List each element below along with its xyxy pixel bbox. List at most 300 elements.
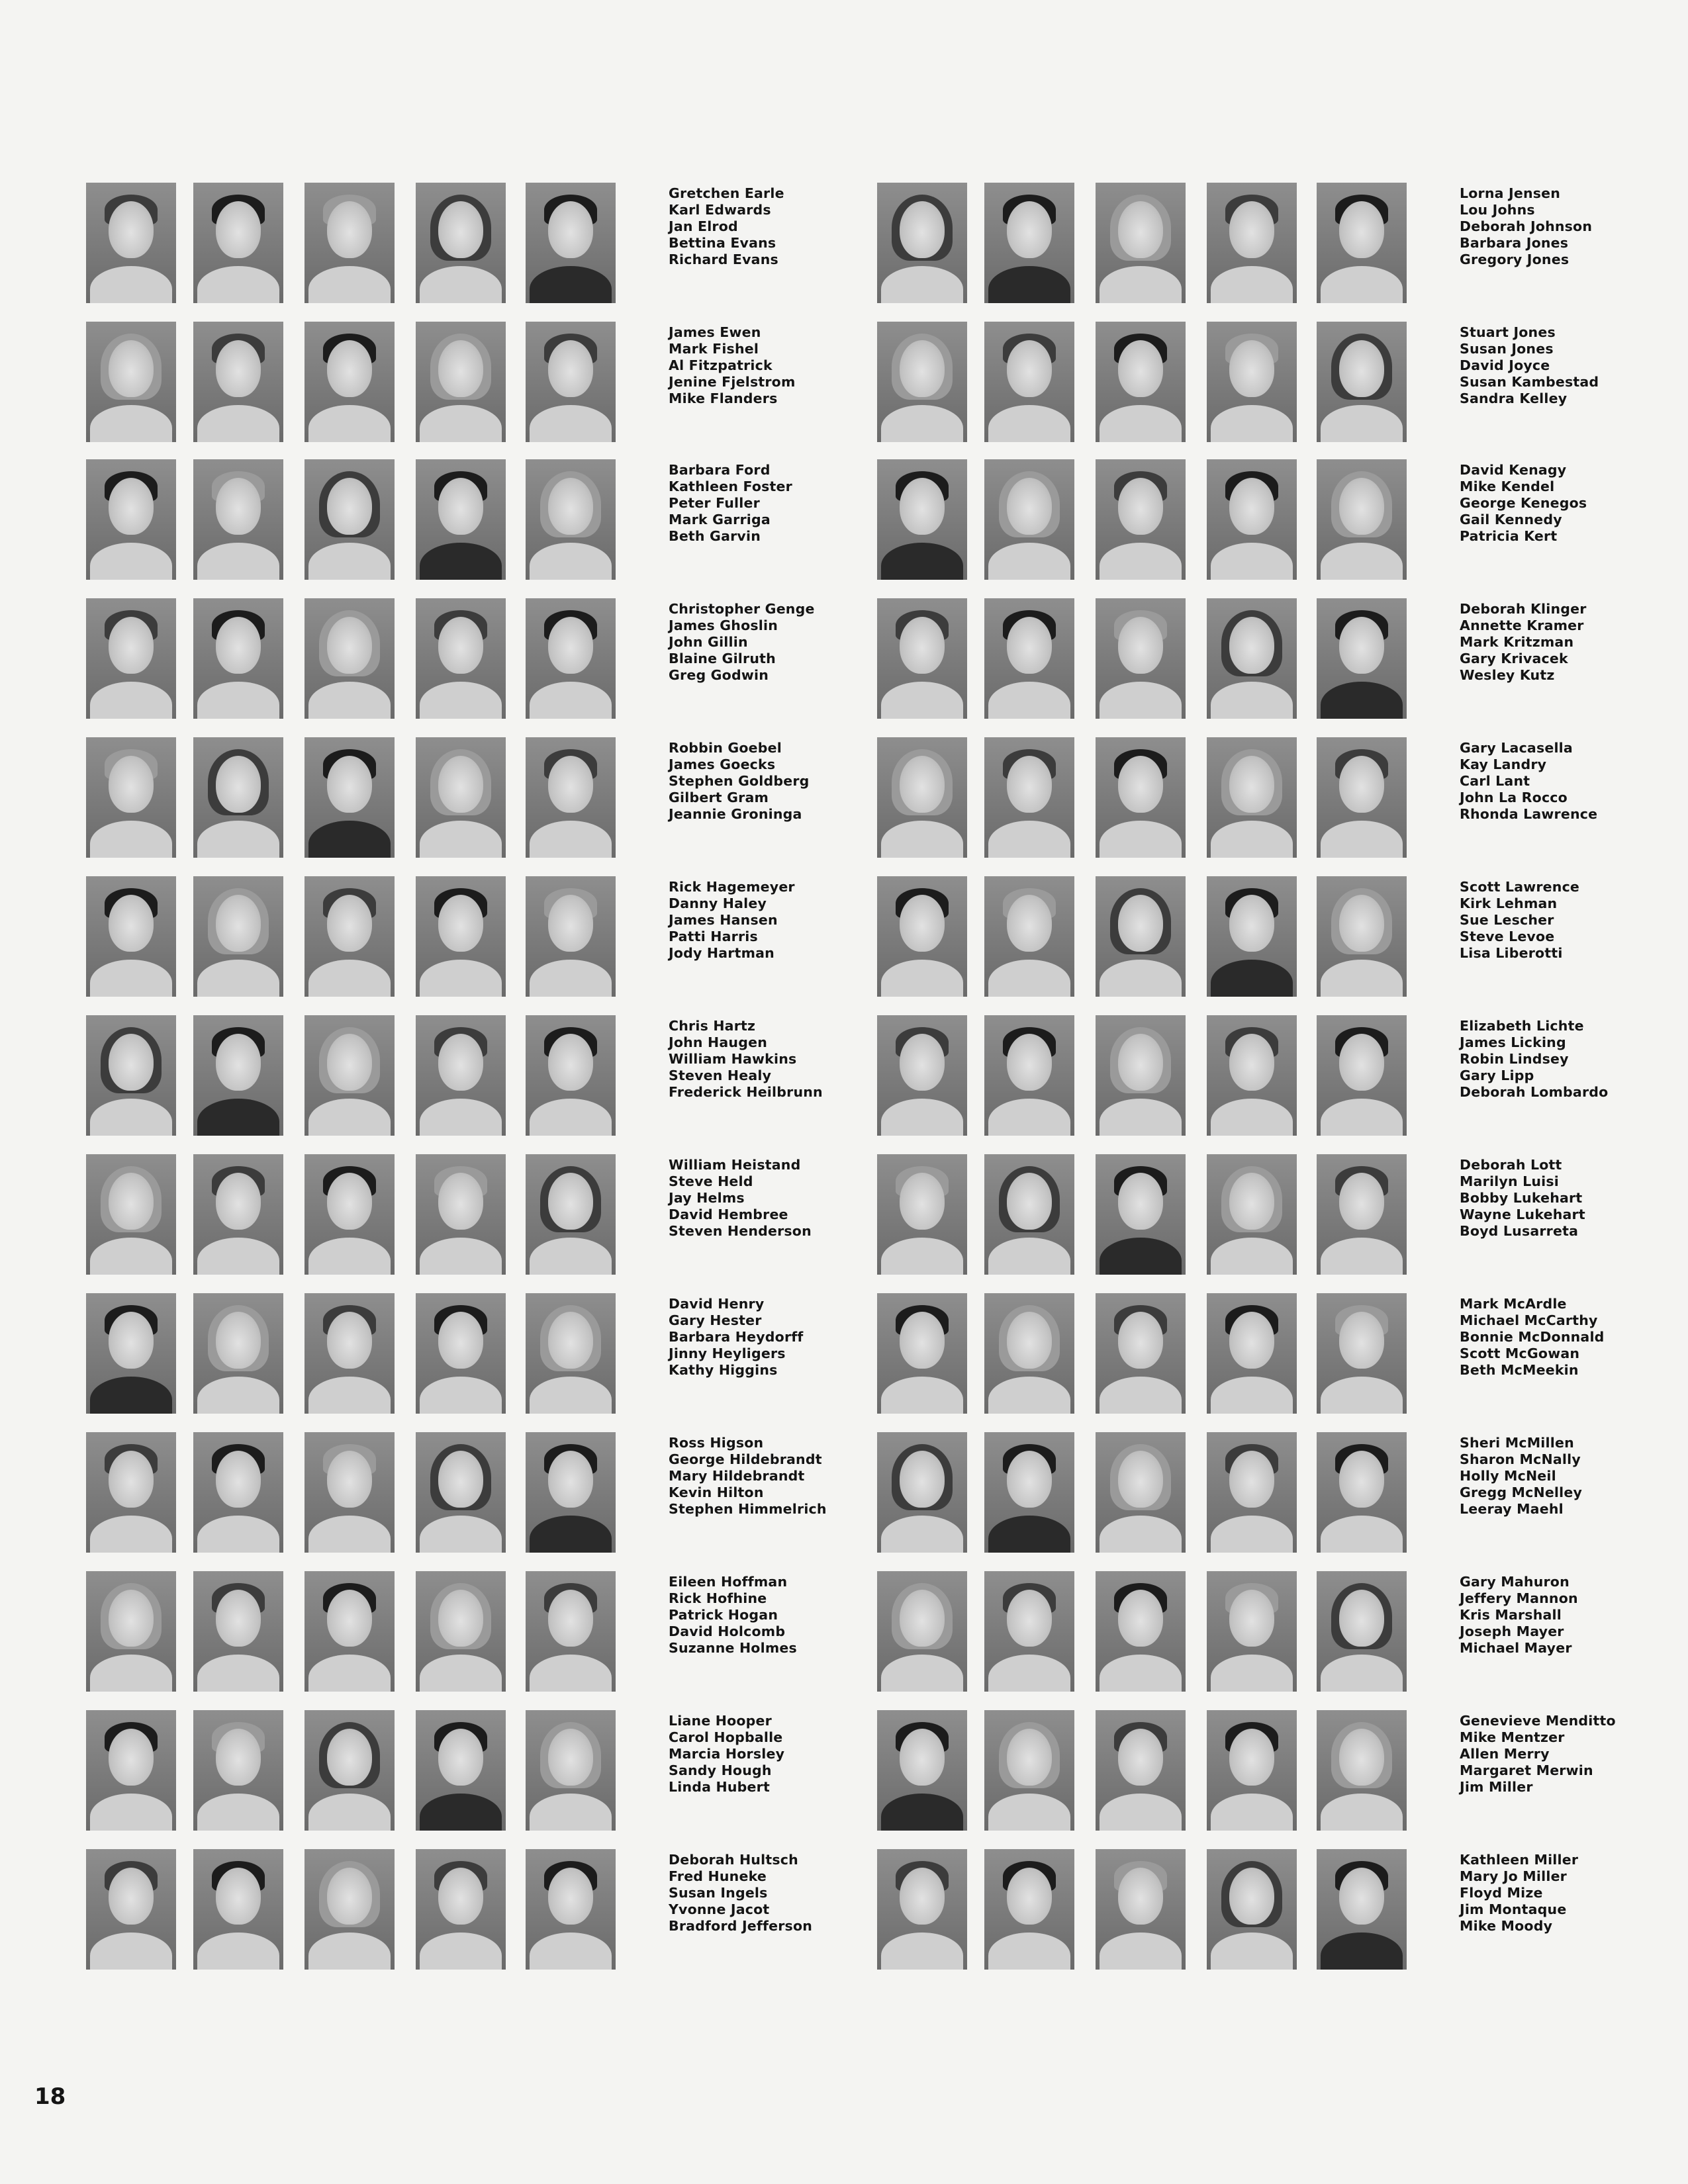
student-portrait bbox=[305, 322, 395, 442]
student-portrait bbox=[984, 183, 1074, 303]
student-name: Mark Fishel bbox=[669, 341, 759, 357]
student-name: Bonnie McDonnald bbox=[1460, 1329, 1605, 1345]
student-name: Chris Hartz bbox=[669, 1018, 756, 1034]
student-portrait bbox=[984, 1849, 1074, 1970]
student-portrait bbox=[1096, 1849, 1186, 1970]
student-portrait bbox=[526, 1154, 616, 1275]
student-name: Jinny Heyligers bbox=[669, 1345, 786, 1361]
student-portrait bbox=[1317, 876, 1407, 997]
name-list bbox=[1460, 879, 1658, 962]
student-portrait bbox=[1096, 1571, 1186, 1692]
student-name: John Gillin bbox=[669, 634, 748, 650]
name-list bbox=[669, 185, 867, 268]
student-portrait bbox=[984, 737, 1074, 858]
student-name: Kathleen Foster bbox=[669, 478, 792, 494]
student-name: Scott McGowan bbox=[1460, 1345, 1580, 1361]
student-name: Deborah Lott bbox=[1460, 1157, 1562, 1173]
student-name: Annette Kramer bbox=[1460, 617, 1584, 633]
student-portrait bbox=[984, 1015, 1074, 1136]
student-portrait bbox=[1317, 1710, 1407, 1831]
student-name: Sue Lescher bbox=[1460, 912, 1554, 928]
student-portrait bbox=[1207, 1293, 1297, 1414]
student-portrait bbox=[526, 1015, 616, 1136]
student-portrait bbox=[305, 1293, 395, 1414]
student-name: William Heistand bbox=[669, 1157, 801, 1173]
student-name: Margaret Merwin bbox=[1460, 1762, 1593, 1778]
right-row bbox=[877, 322, 1638, 447]
student-portrait bbox=[984, 876, 1074, 997]
student-portrait bbox=[86, 183, 176, 303]
student-portrait bbox=[1096, 1154, 1186, 1275]
student-portrait bbox=[984, 1710, 1074, 1831]
student-portrait bbox=[86, 1849, 176, 1970]
student-name: Kirk Lehman bbox=[1460, 895, 1558, 911]
student-name: Jim Montaque bbox=[1460, 1901, 1567, 1917]
student-name: Joseph Mayer bbox=[1460, 1623, 1564, 1639]
student-portrait bbox=[1317, 1154, 1407, 1275]
student-name: James Ghoslin bbox=[669, 617, 778, 633]
student-name: Jody Hartman bbox=[669, 945, 774, 961]
student-name: James Licking bbox=[1460, 1034, 1566, 1050]
student-name: David Henry bbox=[669, 1296, 765, 1312]
student-portrait bbox=[86, 1571, 176, 1692]
right-row bbox=[877, 1432, 1638, 1558]
student-name: Rick Hofhine bbox=[669, 1590, 767, 1606]
student-name: Sandra Kelley bbox=[1460, 390, 1568, 406]
student-name: David Joyce bbox=[1460, 357, 1550, 373]
right-row bbox=[877, 598, 1638, 724]
student-portrait bbox=[305, 1710, 395, 1831]
student-name: Leeray Maehl bbox=[1460, 1501, 1564, 1517]
student-portrait bbox=[1207, 1710, 1297, 1831]
student-name: Lorna Jensen bbox=[1460, 185, 1561, 201]
student-portrait bbox=[1096, 598, 1186, 719]
name-list bbox=[1460, 740, 1658, 823]
student-portrait bbox=[1317, 1849, 1407, 1970]
left-row bbox=[86, 183, 847, 308]
student-name: Gary Hester bbox=[669, 1312, 762, 1328]
student-portrait bbox=[526, 737, 616, 858]
student-portrait bbox=[877, 1849, 967, 1970]
student-name: Marcia Horsley bbox=[669, 1746, 785, 1762]
student-portrait bbox=[193, 598, 283, 719]
name-list bbox=[669, 1018, 867, 1101]
student-portrait bbox=[1317, 459, 1407, 580]
student-name: Gretchen Earle bbox=[669, 185, 784, 201]
student-name: Yvonne Jacot bbox=[669, 1901, 770, 1917]
student-portrait bbox=[193, 1710, 283, 1831]
student-name: Wesley Kutz bbox=[1460, 667, 1555, 683]
student-name: Jeannie Groninga bbox=[669, 806, 802, 822]
student-portrait bbox=[1207, 876, 1297, 997]
student-name: Wayne Lukehart bbox=[1460, 1206, 1585, 1222]
student-name: Gregory Jones bbox=[1460, 251, 1570, 267]
name-list bbox=[1460, 1574, 1658, 1657]
student-name: Rick Hagemeyer bbox=[669, 879, 795, 895]
student-portrait bbox=[526, 322, 616, 442]
student-name: Eileen Hoffman bbox=[669, 1574, 788, 1590]
name-list bbox=[669, 462, 867, 545]
name-list bbox=[1460, 1296, 1658, 1379]
student-portrait bbox=[86, 1293, 176, 1414]
student-name: Gary Mahuron bbox=[1460, 1574, 1570, 1590]
student-portrait bbox=[1207, 1571, 1297, 1692]
name-list bbox=[669, 1852, 867, 1934]
student-portrait bbox=[416, 322, 506, 442]
name-list bbox=[669, 1574, 867, 1657]
student-portrait bbox=[1096, 1432, 1186, 1553]
student-name: Richard Evans bbox=[669, 251, 778, 267]
student-portrait bbox=[193, 459, 283, 580]
student-name: Ross Higson bbox=[669, 1435, 764, 1451]
student-name: Mark McArdle bbox=[1460, 1296, 1567, 1312]
student-name: David Kenagy bbox=[1460, 462, 1567, 478]
student-name: James Hansen bbox=[669, 912, 778, 928]
student-name: Lisa Liberotti bbox=[1460, 945, 1563, 961]
right-row bbox=[877, 1849, 1638, 1975]
student-name: Barbara Ford bbox=[669, 462, 771, 478]
left-row bbox=[86, 598, 847, 724]
student-portrait bbox=[1207, 737, 1297, 858]
student-name: Michael Mayer bbox=[1460, 1640, 1572, 1656]
student-name: Patrick Hogan bbox=[669, 1607, 778, 1623]
right-row bbox=[877, 183, 1638, 308]
right-row bbox=[877, 1293, 1638, 1419]
student-name: Susan Ingels bbox=[669, 1885, 768, 1901]
student-portrait bbox=[416, 737, 506, 858]
student-name: Sheri McMillen bbox=[1460, 1435, 1574, 1451]
right-row bbox=[877, 1015, 1638, 1141]
student-name: Elizabeth Lichte bbox=[1460, 1018, 1584, 1034]
student-name: Sandy Hough bbox=[669, 1762, 772, 1778]
student-portrait bbox=[416, 1432, 506, 1553]
student-name: Mark Kritzman bbox=[1460, 634, 1574, 650]
name-list bbox=[1460, 1713, 1658, 1796]
student-portrait bbox=[305, 1015, 395, 1136]
student-portrait bbox=[1096, 737, 1186, 858]
student-portrait bbox=[416, 1293, 506, 1414]
student-name: Beth Garvin bbox=[669, 528, 761, 544]
student-portrait bbox=[1207, 459, 1297, 580]
student-portrait bbox=[86, 1015, 176, 1136]
name-list bbox=[669, 740, 867, 823]
student-portrait bbox=[86, 598, 176, 719]
student-name: Steven Healy bbox=[669, 1068, 772, 1083]
student-portrait bbox=[305, 1432, 395, 1553]
student-name: Robbin Goebel bbox=[669, 740, 782, 756]
student-portrait bbox=[984, 322, 1074, 442]
student-name: Mike Flanders bbox=[669, 390, 778, 406]
student-name: Deborah Lombardo bbox=[1460, 1084, 1609, 1100]
student-portrait bbox=[877, 1432, 967, 1553]
student-name: Genevieve Menditto bbox=[1460, 1713, 1616, 1729]
left-row bbox=[86, 737, 847, 863]
student-portrait bbox=[416, 1571, 506, 1692]
student-portrait bbox=[86, 1154, 176, 1275]
student-name: Steve Held bbox=[669, 1173, 753, 1189]
student-name: Gregg McNelley bbox=[1460, 1484, 1583, 1500]
student-name: Stephen Himmelrich bbox=[669, 1501, 827, 1517]
student-name: Deborah Johnson bbox=[1460, 218, 1593, 234]
student-name: Kathy Higgins bbox=[669, 1362, 778, 1378]
student-name: David Hembree bbox=[669, 1206, 788, 1222]
right-row bbox=[877, 1154, 1638, 1280]
student-name: Gary Lacasella bbox=[1460, 740, 1573, 756]
student-name: Jeffery Mannon bbox=[1460, 1590, 1578, 1606]
student-portrait bbox=[877, 598, 967, 719]
left-row bbox=[86, 1710, 847, 1836]
student-portrait bbox=[193, 1015, 283, 1136]
student-portrait bbox=[984, 1154, 1074, 1275]
student-portrait bbox=[193, 322, 283, 442]
student-portrait bbox=[193, 876, 283, 997]
student-name: Kevin Hilton bbox=[669, 1484, 764, 1500]
student-name: Jay Helms bbox=[669, 1190, 745, 1206]
student-name: Jim Miller bbox=[1460, 1779, 1533, 1795]
left-row bbox=[86, 1015, 847, 1141]
student-portrait bbox=[86, 737, 176, 858]
student-name: Michael McCarthy bbox=[1460, 1312, 1598, 1328]
student-portrait bbox=[1096, 322, 1186, 442]
student-name: Stuart Jones bbox=[1460, 324, 1556, 340]
student-portrait bbox=[193, 737, 283, 858]
student-portrait bbox=[1317, 1015, 1407, 1136]
student-portrait bbox=[193, 183, 283, 303]
left-row bbox=[86, 1432, 847, 1558]
student-portrait bbox=[1096, 1710, 1186, 1831]
student-name: Gary Lipp bbox=[1460, 1068, 1534, 1083]
student-name: George Kenegos bbox=[1460, 495, 1587, 511]
student-name: Stephen Goldberg bbox=[669, 773, 810, 789]
student-portrait bbox=[1096, 459, 1186, 580]
student-portrait bbox=[1096, 1293, 1186, 1414]
student-name: Boyd Lusarreta bbox=[1460, 1223, 1579, 1239]
student-portrait bbox=[1096, 183, 1186, 303]
student-portrait bbox=[877, 1293, 967, 1414]
left-row bbox=[86, 1154, 847, 1280]
student-portrait bbox=[877, 459, 967, 580]
student-name: Karl Edwards bbox=[669, 202, 771, 218]
student-portrait bbox=[86, 459, 176, 580]
student-name: Scott Lawrence bbox=[1460, 879, 1580, 895]
student-portrait bbox=[193, 1849, 283, 1970]
student-portrait bbox=[526, 1432, 616, 1553]
name-list bbox=[1460, 601, 1658, 684]
student-name: Liane Hooper bbox=[669, 1713, 772, 1729]
student-portrait bbox=[1207, 1154, 1297, 1275]
name-list bbox=[1460, 324, 1658, 407]
name-list bbox=[669, 1435, 867, 1518]
student-name: Barbara Jones bbox=[1460, 235, 1569, 251]
student-portrait bbox=[984, 1571, 1074, 1692]
student-portrait bbox=[86, 876, 176, 997]
student-portrait bbox=[984, 1432, 1074, 1553]
student-name: Marilyn Luisi bbox=[1460, 1173, 1560, 1189]
student-name: Floyd Mize bbox=[1460, 1885, 1543, 1901]
student-name: Beth McMeekin bbox=[1460, 1362, 1579, 1378]
student-portrait bbox=[86, 1710, 176, 1831]
student-name: Robin Lindsey bbox=[1460, 1051, 1569, 1067]
student-name: Linda Hubert bbox=[669, 1779, 770, 1795]
student-portrait bbox=[877, 322, 967, 442]
student-name: Gary Krivacek bbox=[1460, 651, 1568, 666]
name-list bbox=[1460, 1852, 1658, 1934]
student-name: Carl Lant bbox=[1460, 773, 1530, 789]
student-portrait bbox=[1207, 1849, 1297, 1970]
student-name: Mike Moody bbox=[1460, 1918, 1553, 1934]
student-portrait bbox=[305, 737, 395, 858]
page-number: 18 bbox=[34, 2083, 66, 2110]
student-name: Al Fitzpatrick bbox=[669, 357, 773, 373]
student-name: Mary Hildebrandt bbox=[669, 1468, 805, 1484]
student-name: Bobby Lukehart bbox=[1460, 1190, 1583, 1206]
student-portrait bbox=[416, 183, 506, 303]
student-name: Patricia Kert bbox=[1460, 528, 1558, 544]
student-portrait bbox=[1207, 183, 1297, 303]
student-name: John Haugen bbox=[669, 1034, 767, 1050]
right-row bbox=[877, 459, 1638, 585]
student-portrait bbox=[1207, 598, 1297, 719]
right-row bbox=[877, 1571, 1638, 1697]
student-name: Barbara Heydorff bbox=[669, 1329, 804, 1345]
student-name: Jan Elrod bbox=[669, 218, 738, 234]
student-portrait bbox=[526, 1710, 616, 1831]
student-name: Mike Mentzer bbox=[1460, 1729, 1565, 1745]
student-portrait bbox=[526, 183, 616, 303]
left-row bbox=[86, 1571, 847, 1697]
student-portrait bbox=[1317, 737, 1407, 858]
student-portrait bbox=[1207, 1015, 1297, 1136]
student-portrait bbox=[416, 1154, 506, 1275]
student-portrait bbox=[877, 737, 967, 858]
student-portrait bbox=[305, 1849, 395, 1970]
student-portrait bbox=[526, 1293, 616, 1414]
student-name: Fred Huneke bbox=[669, 1868, 767, 1884]
student-portrait bbox=[305, 876, 395, 997]
name-list bbox=[669, 324, 867, 407]
name-list bbox=[1460, 1018, 1658, 1101]
student-portrait bbox=[877, 1710, 967, 1831]
student-portrait bbox=[416, 1710, 506, 1831]
student-portrait bbox=[984, 459, 1074, 580]
student-name: Rhonda Lawrence bbox=[1460, 806, 1598, 822]
student-portrait bbox=[305, 459, 395, 580]
student-portrait bbox=[1317, 183, 1407, 303]
student-portrait bbox=[1317, 1293, 1407, 1414]
name-list bbox=[669, 601, 867, 684]
student-portrait bbox=[526, 1849, 616, 1970]
student-portrait bbox=[416, 459, 506, 580]
right-row bbox=[877, 1710, 1638, 1836]
student-name: Suzanne Holmes bbox=[669, 1640, 797, 1656]
student-portrait bbox=[416, 1849, 506, 1970]
student-name: Sharon McNally bbox=[1460, 1451, 1581, 1467]
student-portrait bbox=[416, 1015, 506, 1136]
student-name: Patti Harris bbox=[669, 929, 758, 944]
student-name: Steve Levoe bbox=[1460, 929, 1555, 944]
student-portrait bbox=[526, 598, 616, 719]
student-name: James Goecks bbox=[669, 756, 776, 772]
student-portrait bbox=[1317, 1432, 1407, 1553]
student-portrait bbox=[984, 598, 1074, 719]
student-portrait bbox=[305, 598, 395, 719]
student-portrait bbox=[877, 1015, 967, 1136]
student-portrait bbox=[1317, 1571, 1407, 1692]
name-list bbox=[669, 1157, 867, 1240]
student-portrait bbox=[416, 598, 506, 719]
student-name: Susan Jones bbox=[1460, 341, 1554, 357]
student-portrait bbox=[1207, 322, 1297, 442]
student-portrait bbox=[526, 1571, 616, 1692]
student-name: Blaine Gilruth bbox=[669, 651, 776, 666]
left-row bbox=[86, 322, 847, 447]
student-portrait bbox=[526, 876, 616, 997]
student-name: Mary Jo Miller bbox=[1460, 1868, 1567, 1884]
student-name: Lou Johns bbox=[1460, 202, 1535, 218]
student-portrait bbox=[1317, 598, 1407, 719]
student-portrait bbox=[193, 1293, 283, 1414]
name-list bbox=[669, 1713, 867, 1796]
student-name: Allen Merry bbox=[1460, 1746, 1550, 1762]
student-portrait bbox=[193, 1571, 283, 1692]
student-portrait bbox=[877, 1154, 967, 1275]
student-portrait bbox=[526, 459, 616, 580]
student-portrait bbox=[305, 183, 395, 303]
student-portrait bbox=[193, 1154, 283, 1275]
student-portrait bbox=[984, 1293, 1074, 1414]
student-name: Carol Hopballe bbox=[669, 1729, 783, 1745]
student-portrait bbox=[1096, 1015, 1186, 1136]
student-name: Holly McNeil bbox=[1460, 1468, 1556, 1484]
student-portrait bbox=[305, 1154, 395, 1275]
student-name: Deborah Klinger bbox=[1460, 601, 1587, 617]
student-name: Jenine Fjelstrom bbox=[669, 374, 796, 390]
student-portrait bbox=[86, 1432, 176, 1553]
student-portrait bbox=[877, 876, 967, 997]
student-name: Steven Henderson bbox=[669, 1223, 812, 1239]
name-list bbox=[669, 1296, 867, 1379]
name-list bbox=[669, 879, 867, 962]
left-row bbox=[86, 1849, 847, 1975]
student-portrait bbox=[416, 876, 506, 997]
student-name: Kay Landry bbox=[1460, 756, 1547, 772]
student-name: John La Rocco bbox=[1460, 790, 1568, 805]
student-name: Deborah Hultsch bbox=[669, 1852, 798, 1868]
name-list bbox=[1460, 1157, 1658, 1240]
student-name: William Hawkins bbox=[669, 1051, 797, 1067]
student-name: Gail Kennedy bbox=[1460, 512, 1562, 527]
student-portrait bbox=[877, 183, 967, 303]
left-row bbox=[86, 1293, 847, 1419]
student-name: George Hildebrandt bbox=[669, 1451, 822, 1467]
right-row bbox=[877, 876, 1638, 1002]
student-portrait bbox=[1207, 1432, 1297, 1553]
student-name: James Ewen bbox=[669, 324, 761, 340]
student-name: Peter Fuller bbox=[669, 495, 760, 511]
student-portrait bbox=[86, 322, 176, 442]
left-row bbox=[86, 876, 847, 1002]
name-list bbox=[1460, 1435, 1658, 1518]
student-name: Greg Godwin bbox=[669, 667, 769, 683]
student-name: David Holcomb bbox=[669, 1623, 786, 1639]
student-portrait bbox=[305, 1571, 395, 1692]
student-name: Gilbert Gram bbox=[669, 790, 769, 805]
student-name: Kathleen Miller bbox=[1460, 1852, 1579, 1868]
student-name: Mark Garriga bbox=[669, 512, 771, 527]
right-row bbox=[877, 737, 1638, 863]
student-name: Susan Kambestad bbox=[1460, 374, 1599, 390]
left-row bbox=[86, 459, 847, 585]
